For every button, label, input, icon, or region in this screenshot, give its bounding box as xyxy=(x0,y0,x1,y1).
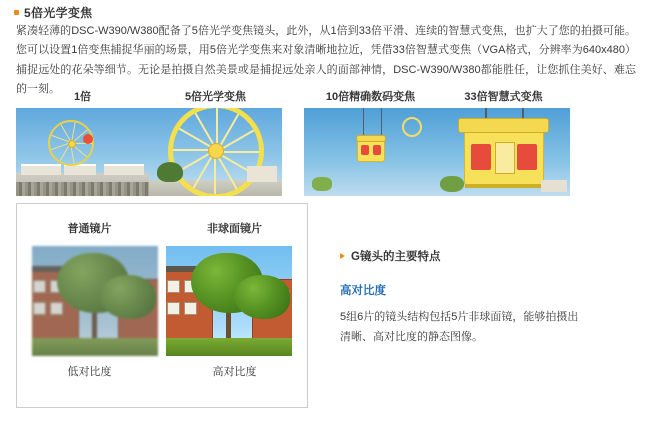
page-title: 5倍光学变焦 xyxy=(24,6,93,20)
orange-square-bullet-icon xyxy=(14,10,19,15)
zoom-sample-images-optical xyxy=(16,108,282,196)
building-edge xyxy=(247,166,277,182)
gondola-base xyxy=(465,184,543,188)
zoom-sample-labels-digital xyxy=(304,88,570,108)
tree-foliage xyxy=(100,275,156,319)
lens-comparison-images xyxy=(17,236,307,356)
crowd-silhouette xyxy=(16,182,149,196)
zoom-label-10x-digital: 10倍精确数码变焦 xyxy=(325,91,416,103)
ferris-wheel-zoom-photo xyxy=(149,108,282,196)
lawn xyxy=(32,338,158,356)
feature-body-text: 5组6片的镜头结构包括5片非球面镜，能够拍摄出清晰、高对比度的静态图像。 xyxy=(340,311,579,343)
caption-high-contrast: 高对比度 xyxy=(212,366,257,378)
tree-foliage xyxy=(234,275,290,319)
zoom-sample-images-digital xyxy=(304,108,570,196)
zoom-label-1x: 1倍 xyxy=(73,91,92,103)
carnival-balloon xyxy=(83,134,93,144)
gondola-roof xyxy=(458,118,548,132)
zoom-sample-gallery xyxy=(16,88,636,193)
gondola-roof xyxy=(356,135,386,142)
tree-building-high-contrast-photo xyxy=(166,246,292,356)
intro-paragraph: 紧凑轻薄的DSC-W390/W380配备了5倍光学变焦镜头，此外，从1倍到33倍平滑、连续的智慧式变焦，也扩大了您的拍摄可能。您可以设置1倍变焦捕捉华丽的场景，用5倍光学变焦来对象清晰地拉近，凭借33倍智慧式变焦（VGA格式，分辨率为640x480）捕捉远处的花朵等细节。无论是拍摄自然美景或是捕捉远处亲人的面部神情，DSC-W390/W380都能胜任，让您抓住美好、难忘的一刻。 xyxy=(16,25,636,95)
triangle-right-icon xyxy=(340,253,345,259)
wheel-cable xyxy=(363,108,364,138)
section-heading xyxy=(14,4,92,21)
gondola-digital-zoom-photo xyxy=(304,108,437,196)
tree-foliage xyxy=(157,162,183,182)
feature-title: G镜头的主要特点 xyxy=(351,251,441,263)
gondola-panel xyxy=(471,144,491,170)
feature-column xyxy=(340,248,630,348)
gondola-panel xyxy=(517,144,537,170)
tree-building-low-contrast-photo xyxy=(32,246,158,356)
lens-comparison-panel xyxy=(16,203,308,408)
feature-subtitle: 高对比度 xyxy=(340,285,386,297)
ferris-wheel-wide-photo xyxy=(16,108,149,196)
caption-low-contrast: 低对比度 xyxy=(67,366,112,378)
wheel-cable xyxy=(381,108,382,138)
gondola-window xyxy=(495,142,515,174)
tree-foliage xyxy=(440,176,464,192)
fair-tent xyxy=(21,164,61,175)
lens-comparison-labels xyxy=(17,204,307,236)
zoom-sample-group-optical xyxy=(16,88,282,196)
gondola-cabin xyxy=(357,138,385,162)
gondola-panel xyxy=(373,145,381,155)
zoom-label-33x-smart: 33倍智慧式变焦 xyxy=(464,91,543,103)
fair-tent xyxy=(104,164,144,175)
label-standard-lens: 普通镜片 xyxy=(67,223,112,235)
zoom-sample-labels-optical xyxy=(16,88,282,108)
zoom-label-5x-optical: 5倍光学变焦 xyxy=(184,91,247,103)
lens-comparison-captions xyxy=(17,356,307,379)
gondola-panel xyxy=(361,145,369,155)
feature-title-row xyxy=(340,248,630,264)
lawn xyxy=(166,338,292,356)
building-edge xyxy=(541,180,567,192)
gondola-cabin xyxy=(464,127,544,185)
zoom-sample-group-digital xyxy=(304,88,570,196)
ferris-wheel-hub xyxy=(208,143,224,159)
label-aspherical-lens: 非球面镜片 xyxy=(207,223,262,235)
gondola-smart-zoom-photo xyxy=(437,108,570,196)
tree-foliage xyxy=(312,177,332,191)
